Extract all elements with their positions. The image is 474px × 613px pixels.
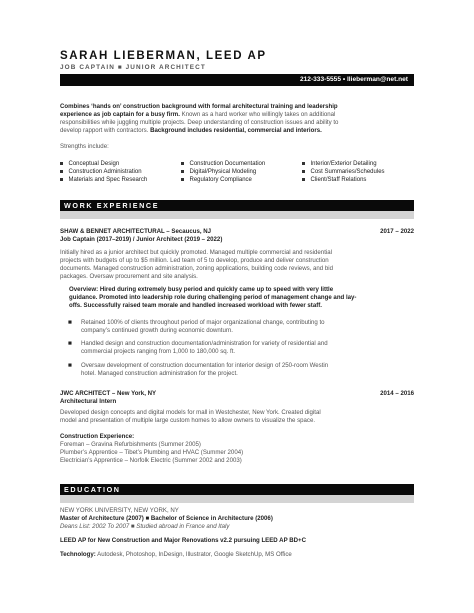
job1-overview-line: offs. Successfully raised team morale and handled increased workload with fewer staff. [69, 302, 322, 309]
work-experience-heading: WORK EXPERIENCE [60, 200, 414, 211]
contact-bar [60, 74, 414, 86]
summary-line-4 [60, 127, 322, 135]
job2-desc-line: Developed design concepts and digital models for mall in Westchester, New York. Created digital [60, 409, 321, 416]
bullet-icon [181, 162, 184, 165]
skill-item: Client/Staff Relations [302, 176, 385, 184]
summary-line-4-bold: Background includes residential, commercial and interiors. [150, 127, 322, 134]
bullet-icon: ■ [68, 362, 72, 369]
construction-item: Plumber’s Apprentice – Tibet’s Plumbing and HVAC (Summer 2004) [60, 449, 244, 456]
construction-item: Foreman – Gravina Refurbishments (Summer 2005) [60, 441, 201, 448]
job2-desc-line: model and presentation of multiple large custom homes to allow owners to visualize the space. [60, 417, 316, 424]
skills-column-3 [302, 160, 385, 184]
job1-overview-line: guidance. Promoted into leadership role during challenging period of management change and lay- [69, 294, 357, 301]
bullet-icon [181, 170, 184, 173]
education-heading: EDUCATION [60, 484, 414, 495]
technology-label: Technology: [60, 551, 96, 558]
summary-line-4-pre: develop rapport with contractors. [60, 127, 151, 134]
job1-overview-line: Overview: Hired during extremely busy period and quickly came up to speed with very little [69, 286, 334, 293]
bullet-icon [181, 178, 184, 181]
job2-dates: 2014 – 2016 [380, 390, 414, 397]
section-divider [60, 495, 414, 503]
construction-item: Electrician’s Apprentice – Norfolk Electric (Summer 2002 and 2003) [60, 457, 242, 464]
job2-title: Architectural Intern [60, 398, 117, 405]
job1-dates: 2017 – 2022 [380, 228, 414, 235]
bullet-icon [302, 170, 305, 173]
bullet-icon [60, 178, 63, 181]
skill-item: Digital/Physical Modeling [181, 168, 265, 176]
leed-credential: LEED AP for New Construction and Major Renovations v2.2 pursuing LEED AP BD+C [60, 537, 306, 544]
skills-column-1 [60, 160, 147, 184]
skill-item: Cost Summaries/Schedules [302, 168, 385, 176]
construction-label: Construction Experience: [60, 433, 135, 440]
job1-desc-line: Initially hired as a junior architect but quickly promoted. Managed multiple commercial and residential [60, 249, 332, 256]
bullet-icon [60, 162, 63, 165]
skill-item: Interior/Exterior Detailing [302, 160, 385, 168]
section-divider [60, 211, 414, 219]
summary-line-2-bold: experience as job captain for a busy firm. [60, 111, 180, 118]
bullet-icon: ■ [68, 340, 72, 347]
strengths-label: Strengths include: [60, 143, 109, 150]
school-name: NEW YORK UNIVERSITY, NEW YORK, NY [60, 507, 179, 514]
contact-info: 212-333-5555 • llieberman@net.net [299, 76, 408, 83]
deans-list: Deans List: 2002 To 2007 ■ Studied abroad in France and Italy [60, 523, 230, 530]
skills-column-2 [181, 160, 265, 184]
job1-desc-line: projects with budgets of up to $5 million. Led team of 5 to develop, produce and deliver construction [60, 257, 329, 264]
skill-item: Conceptual Design [60, 160, 147, 168]
job1-desc-line: documents. Managed construction administration, zoning applications, building code reviews, and bid [60, 265, 334, 272]
skill-item: Construction Documentation [181, 160, 265, 168]
job1-employer: SHAW & BENNET ARCHITECTURAL – Secaucus, NJ [60, 228, 212, 235]
skill-item: Construction Administration [60, 168, 147, 176]
skill-item: Regulatory Compliance [181, 176, 265, 184]
degrees: Master of Architecture (2007) ■ Bachelor of Science in Architecture (2006) [60, 515, 273, 522]
summary-line-2-rest: Known as a hard worker who willingly takes on additional [179, 111, 336, 118]
bullet-icon [302, 178, 305, 181]
summary-line-3: responsibilities while juggling multiple projects. Deep understanding of construction issues and ability to [60, 119, 339, 126]
summary-line-1: Combines ‘hands on’ construction background with formal architectural training and leadership [60, 103, 338, 110]
candidate-name: SARAH LIEBERMAN, LEED AP [60, 50, 267, 62]
candidate-subtitle: JOB CAPTAIN ■ JUNIOR ARCHITECT [60, 64, 206, 71]
job2-employer: JWC ARCHITECT – New York, NY [60, 390, 157, 397]
technology-list: Autodesk, Photoshop, InDesign, Illustrator, Google SketchUp, MS Office [95, 551, 292, 558]
bullet-icon [60, 170, 63, 173]
job1-desc-line: packages. Oversaw procurement and site analysis. [60, 273, 198, 280]
job1-titles: Job Captain (2017–2019) / Junior Architect (2019 – 2022) [60, 236, 223, 243]
skill-item: Materials and Spec Research [60, 176, 147, 184]
bullet-icon [302, 162, 305, 165]
technology-line [60, 551, 292, 559]
bullet-icon: ■ [68, 319, 72, 326]
